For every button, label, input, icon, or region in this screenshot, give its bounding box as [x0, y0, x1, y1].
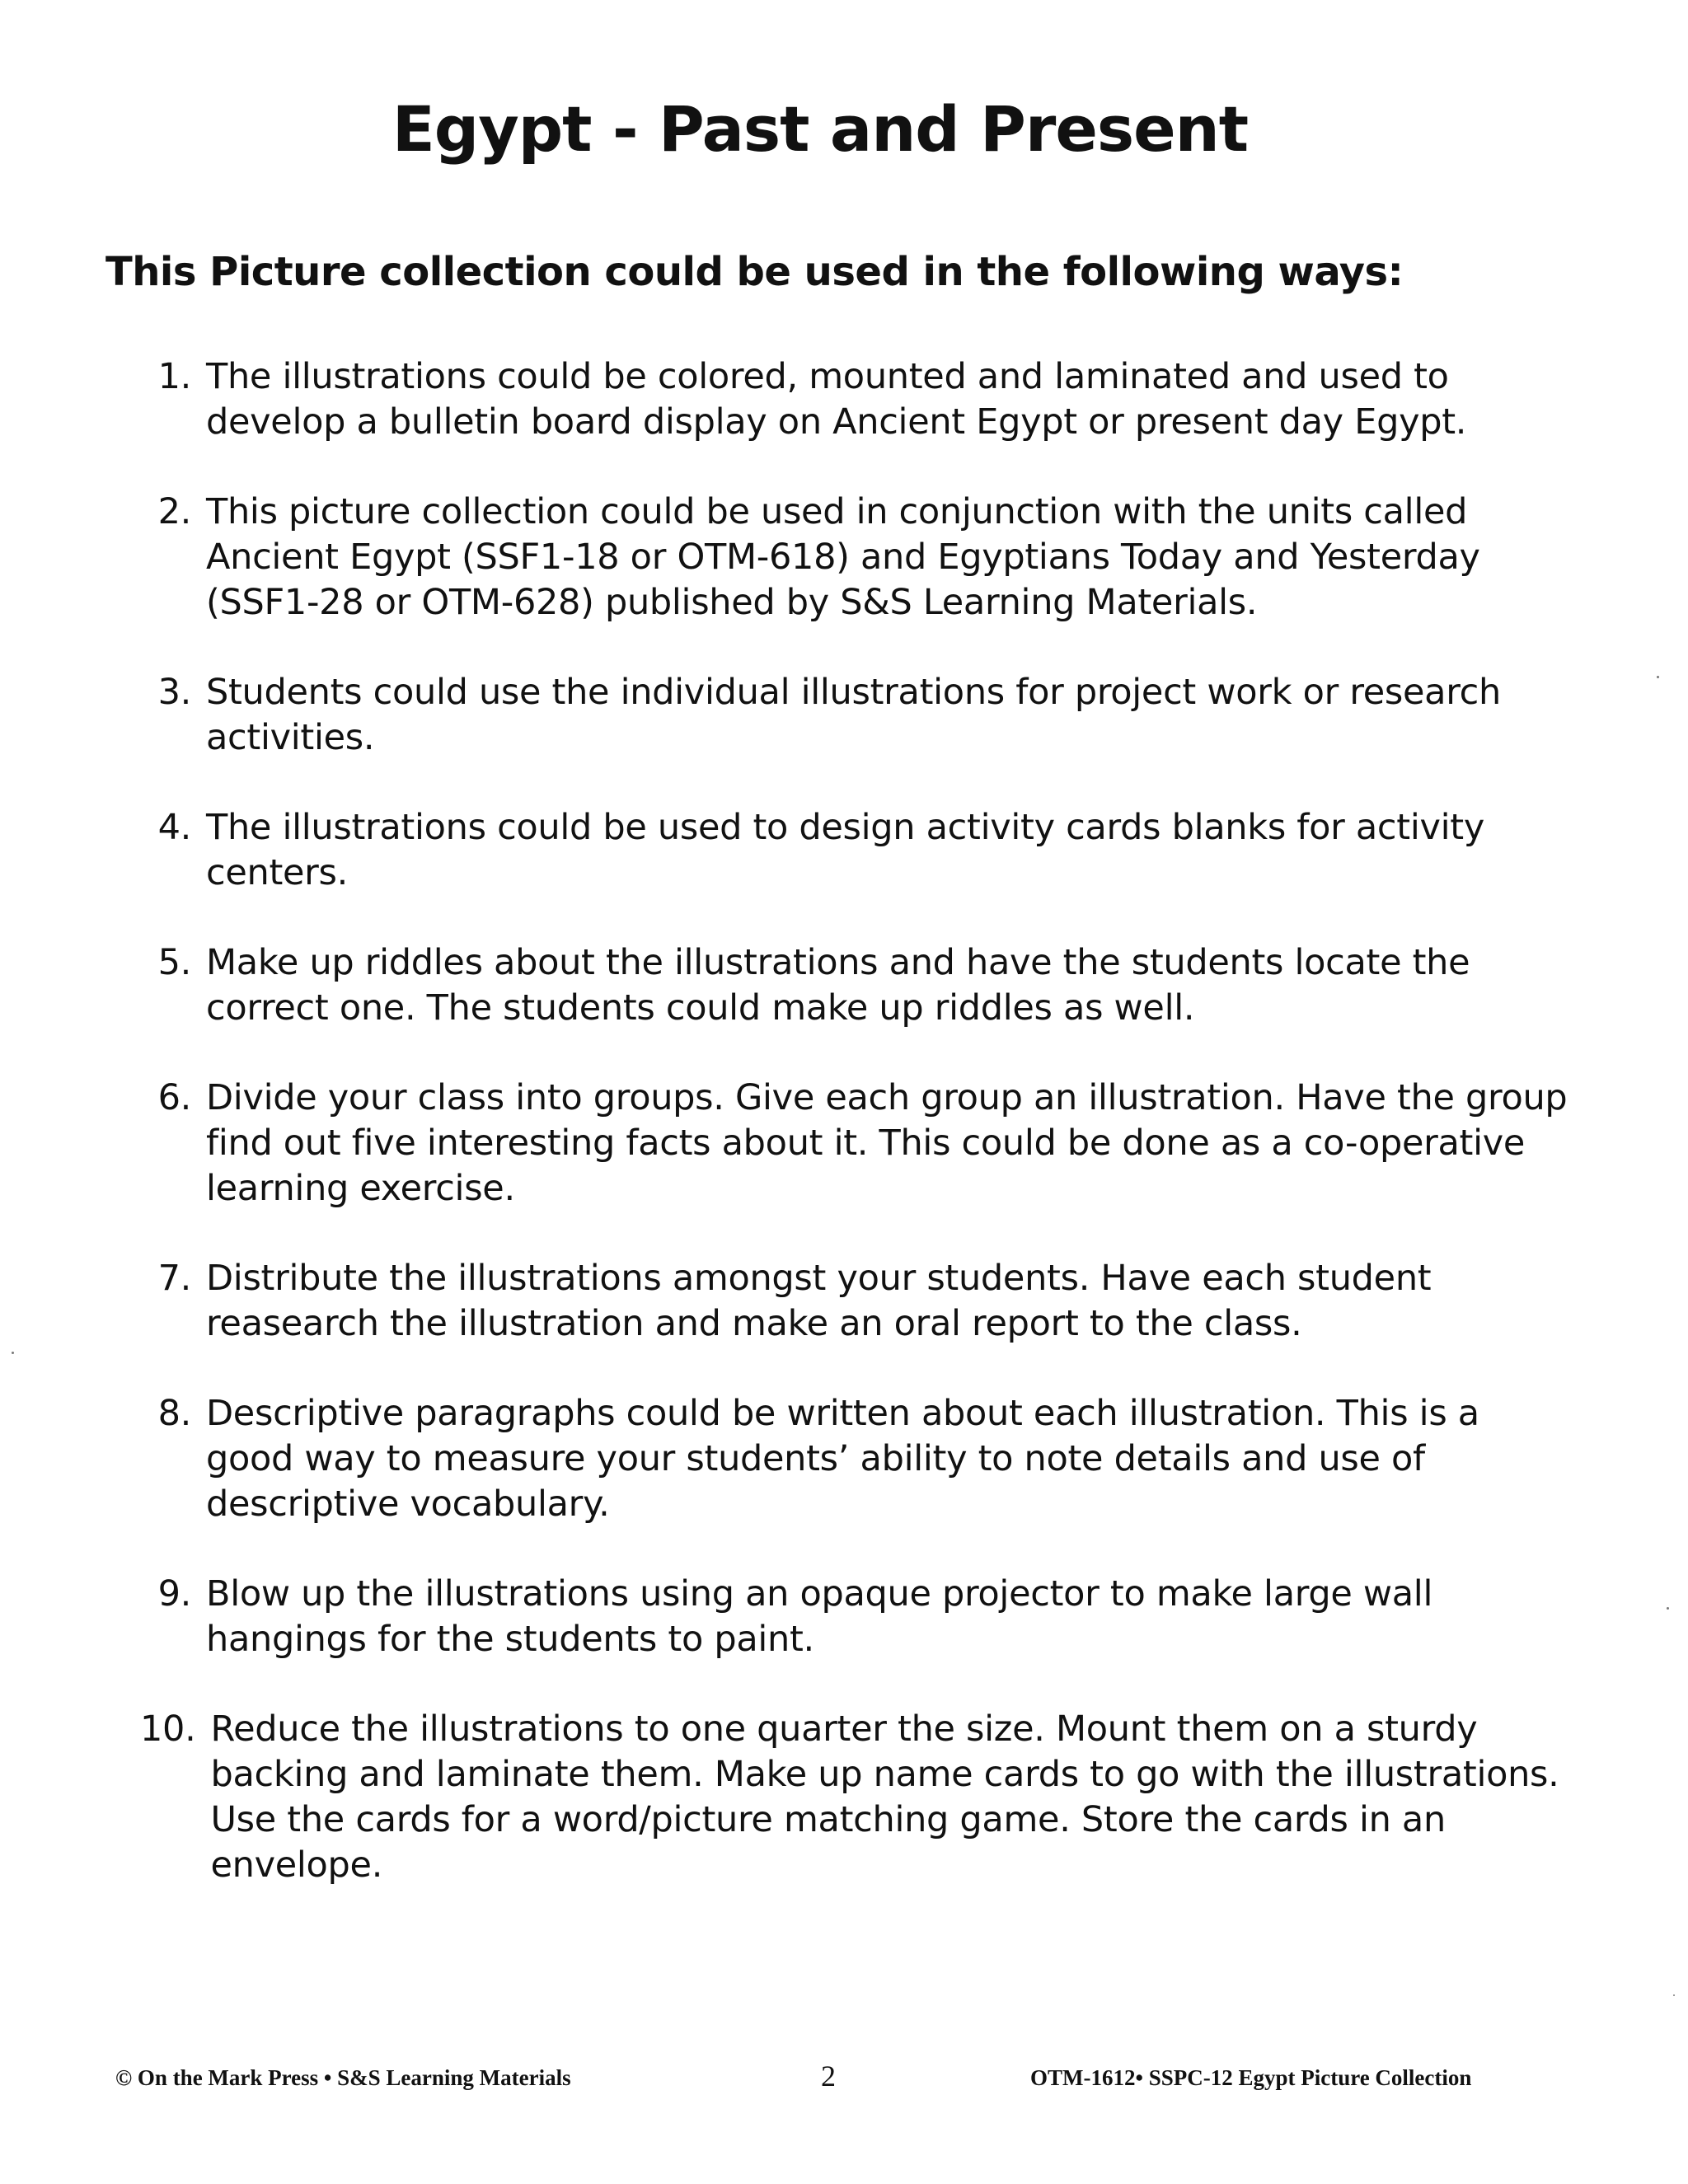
item-number: 10. [140, 1708, 196, 1750]
item-text: This picture collection could be used in conjunction with the units called Ancient Egypt (SSF1-18 or OTM-618) and Egyptians Today and Yesterday (SSF1-28 or OTM-628) published by S&S Learning Materials. [206, 491, 1480, 623]
item-number: 7. [157, 1258, 191, 1299]
item-text: Distribute the illustrations amongst your students. Have each student reasearch the illustration and make an oral report to the class. [206, 1258, 1432, 1344]
scan-speck [12, 1352, 14, 1354]
list-item [140, 805, 1574, 896]
footer-copyright: © On the Mark Press • S&S Learning Materials [115, 2065, 571, 2090]
page-title: Egypt - Past and Present [392, 92, 1249, 166]
list-item [140, 1572, 1574, 1662]
item-text: Descriptive paragraphs could be written about each illustration. This is a good way to measure your students’ ability to note details and use of descriptive vocabulary. [206, 1393, 1479, 1525]
item-text: Students could use the individual illustrations for project work or research activities. [206, 672, 1501, 758]
item-number: 9. [157, 1573, 191, 1615]
footer-product-code: OTM-1612• SSPC-12 Egypt Picture Collection [1030, 2065, 1472, 2090]
scan-speck [1673, 1994, 1675, 1996]
item-number: 5. [157, 942, 191, 983]
list-item [140, 670, 1574, 761]
item-number: 2. [157, 491, 191, 532]
item-number: 8. [157, 1393, 191, 1434]
section-subtitle: This Picture collection could be used in the following ways: [106, 249, 1404, 295]
item-text: The illustrations could be used to design activity cards blanks for activity centers. [206, 807, 1484, 893]
item-text: The illustrations could be colored, mounted and laminated and used to develop a bulletin board display on Ancient Egypt or present day Egypt. [206, 356, 1467, 443]
item-text: Blow up the illustrations using an opaque projector to make large wall hangings for the students to paint. [206, 1573, 1433, 1660]
item-number: 4. [157, 807, 191, 848]
list-item [140, 940, 1574, 1031]
scan-speck [1667, 1607, 1669, 1610]
scan-speck [1657, 676, 1659, 678]
item-number: 1. [157, 356, 191, 397]
list-item [140, 354, 1574, 445]
item-text: Reduce the illustrations to one quarter the size. Mount them on a sturdy backing and laminate them. Make up name cards to go with the illustrations. Use the cards for a word/picture matching game. Store the cards in an envelope. [210, 1708, 1559, 1886]
footer-page-number: 2 [821, 2060, 836, 2093]
list-item [140, 1391, 1574, 1527]
list-item [140, 1256, 1574, 1347]
item-number: 3. [157, 672, 191, 713]
list-item [140, 490, 1574, 626]
item-text: Divide your class into groups. Give each group an illustration. Have the group find out five interesting facts about it. This could be done as a co-operative learning exercise. [206, 1077, 1568, 1209]
list-item [140, 1707, 1574, 1888]
ideas-list [140, 354, 1574, 1933]
item-number: 6. [157, 1077, 191, 1118]
list-item [140, 1076, 1574, 1212]
item-text: Make up riddles about the illustrations and have the students locate the correct one. The students could make up riddles as well. [206, 942, 1470, 1029]
